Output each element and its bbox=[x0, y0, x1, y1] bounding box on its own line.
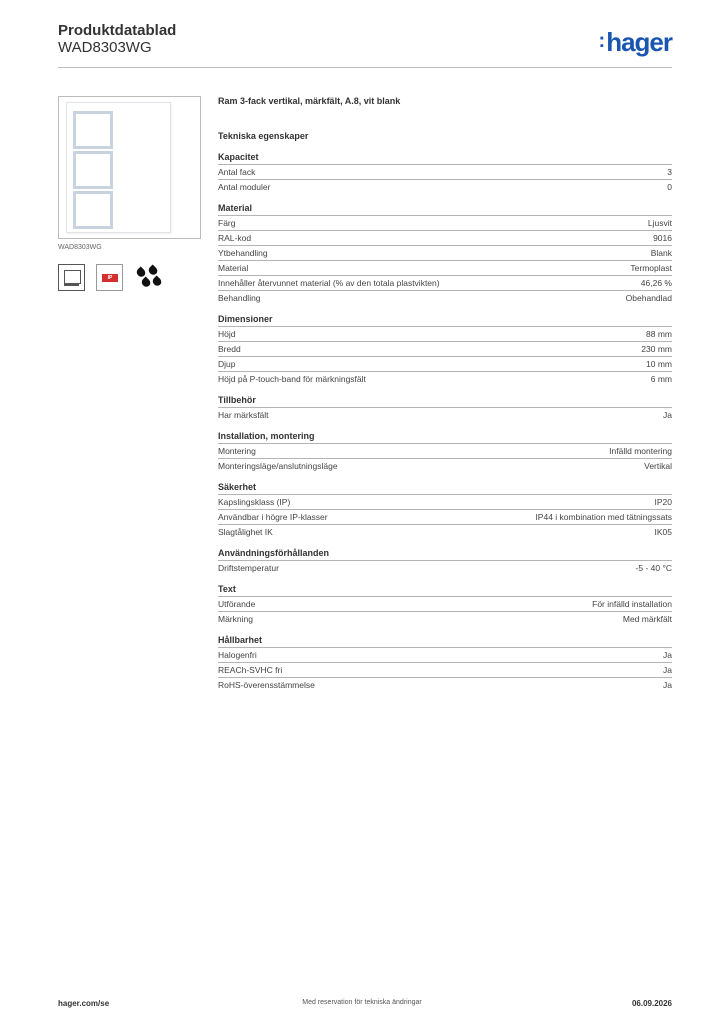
product-description: Ram 3-fack vertikal, märkfält, A.8, vit blank bbox=[218, 96, 401, 106]
property-value: IP44 i kombination med tätningssats bbox=[535, 512, 672, 522]
property-row bbox=[218, 341, 672, 356]
property-row bbox=[218, 458, 672, 473]
section-title: Hållbarhet bbox=[218, 635, 263, 645]
property-label: Ytbehandling bbox=[218, 248, 268, 258]
property-row bbox=[218, 509, 672, 524]
section-0 bbox=[218, 150, 672, 194]
section-2 bbox=[218, 312, 672, 386]
property-label: Höjd bbox=[218, 329, 236, 339]
footer-date: 06.09.2026 bbox=[631, 999, 672, 1008]
frame-slot-middle bbox=[73, 151, 113, 189]
property-value: Infälld montering bbox=[609, 446, 672, 456]
property-value: IP20 bbox=[654, 497, 672, 507]
property-label: Användbar i högre IP-klasser bbox=[218, 512, 328, 522]
property-row bbox=[218, 662, 672, 677]
property-label: RoHS-överensstämmelse bbox=[218, 680, 315, 690]
section-title: Användningsförhållanden bbox=[218, 548, 330, 558]
property-row bbox=[218, 560, 672, 575]
property-value: Blank bbox=[650, 248, 672, 258]
footer-website[interactable]: hager.com/se bbox=[58, 999, 110, 1008]
property-label: Kapslingsklass (IP) bbox=[218, 497, 291, 507]
properties-heading: Tekniska egenskaper bbox=[218, 131, 309, 141]
ip-tag: IP bbox=[102, 274, 118, 282]
section-3 bbox=[218, 393, 672, 422]
frame-slot-bottom bbox=[73, 191, 113, 229]
property-label: Antal fack bbox=[218, 167, 256, 177]
property-value: 46,26 % bbox=[640, 278, 672, 288]
ip-rating-icon bbox=[96, 264, 123, 291]
image-caption: WAD8303WG bbox=[58, 244, 102, 251]
property-row bbox=[218, 647, 672, 662]
property-row bbox=[218, 245, 672, 260]
property-label: Höjd på P-touch-band för märkningsfält bbox=[218, 374, 366, 384]
property-row bbox=[218, 215, 672, 230]
property-label: Har märksfält bbox=[218, 410, 269, 420]
section-title: Dimensioner bbox=[218, 314, 273, 324]
property-label: Material bbox=[218, 263, 249, 273]
property-value: IK05 bbox=[654, 527, 672, 537]
property-row bbox=[218, 371, 672, 386]
document-title: Produktdatablad bbox=[58, 22, 177, 39]
property-value: Ja bbox=[663, 410, 672, 420]
property-row bbox=[218, 407, 672, 422]
property-value: 10 mm bbox=[646, 359, 672, 369]
property-label: REACh-SVHC fri bbox=[218, 665, 283, 675]
water-drops-icon bbox=[134, 264, 161, 291]
property-value: Ja bbox=[663, 650, 672, 660]
section-7 bbox=[218, 582, 672, 626]
property-value: Ja bbox=[663, 665, 672, 675]
section-1 bbox=[218, 201, 672, 305]
property-row bbox=[218, 494, 672, 509]
property-row bbox=[218, 596, 672, 611]
section-title: Material bbox=[218, 203, 253, 213]
property-value: Ja bbox=[663, 680, 672, 690]
property-row bbox=[218, 164, 672, 179]
properties-table bbox=[218, 150, 672, 699]
property-row bbox=[218, 524, 672, 539]
property-value: 88 mm bbox=[646, 329, 672, 339]
section-title: Installation, montering bbox=[218, 431, 315, 441]
property-row bbox=[218, 611, 672, 626]
property-label: RAL-kod bbox=[218, 233, 252, 243]
property-label: Färg bbox=[218, 218, 236, 228]
property-row bbox=[218, 443, 672, 458]
property-value: Vertikal bbox=[644, 461, 672, 471]
property-value: -5 - 40 °C bbox=[635, 563, 672, 573]
logo-text: hager bbox=[606, 27, 672, 57]
property-value: 6 mm bbox=[650, 374, 672, 384]
section-6 bbox=[218, 546, 672, 575]
property-row bbox=[218, 260, 672, 275]
property-row bbox=[218, 230, 672, 245]
property-value: Termoplast bbox=[630, 263, 672, 273]
frame-slot-top bbox=[73, 111, 113, 149]
property-row bbox=[218, 326, 672, 341]
property-label: Behandling bbox=[218, 293, 261, 303]
section-title: Tillbehör bbox=[218, 395, 256, 405]
property-row bbox=[218, 275, 672, 290]
property-value: Med märkfält bbox=[622, 614, 672, 624]
property-value: För infälld installation bbox=[592, 599, 672, 609]
property-label: Driftstemperatur bbox=[218, 563, 279, 573]
property-label: Utförande bbox=[218, 599, 256, 609]
property-label: Slagtålighet IK bbox=[218, 527, 273, 537]
logo-dots-icon: : bbox=[598, 30, 606, 52]
product-code: WAD8303WG bbox=[58, 39, 152, 56]
property-row bbox=[218, 356, 672, 371]
property-label: Bredd bbox=[218, 344, 241, 354]
property-row bbox=[218, 290, 672, 305]
product-image bbox=[58, 96, 201, 239]
hager-logo bbox=[599, 27, 672, 58]
property-value: 0 bbox=[667, 182, 672, 192]
property-value: 9016 bbox=[653, 233, 672, 243]
section-4 bbox=[218, 429, 672, 473]
property-row bbox=[218, 179, 672, 194]
section-5 bbox=[218, 480, 672, 539]
header-divider bbox=[58, 67, 672, 68]
property-label: Antal moduler bbox=[218, 182, 271, 192]
property-label: Monteringsläge/anslutningsläge bbox=[218, 461, 338, 471]
property-value: 230 mm bbox=[641, 344, 672, 354]
section-title: Kapacitet bbox=[218, 152, 259, 162]
property-label: Montering bbox=[218, 446, 256, 456]
triple-frame-illustration bbox=[66, 102, 171, 233]
property-label: Märkning bbox=[218, 614, 253, 624]
property-value: 3 bbox=[667, 167, 672, 177]
section-8 bbox=[218, 633, 672, 692]
footer-disclaimer: Med reservation för tekniska ändringar bbox=[302, 999, 422, 1006]
property-row bbox=[218, 677, 672, 692]
property-label: Innehåller återvunnet material (% av den totala plastvikten) bbox=[218, 278, 440, 288]
property-value: Ljusvit bbox=[647, 218, 672, 228]
section-title: Text bbox=[218, 584, 236, 594]
property-label: Djup bbox=[218, 359, 236, 369]
property-label: Halogenfri bbox=[218, 650, 257, 660]
section-title: Säkerhet bbox=[218, 482, 257, 492]
property-value: Obehandlad bbox=[625, 293, 672, 303]
frame-mount-icon bbox=[58, 264, 85, 291]
